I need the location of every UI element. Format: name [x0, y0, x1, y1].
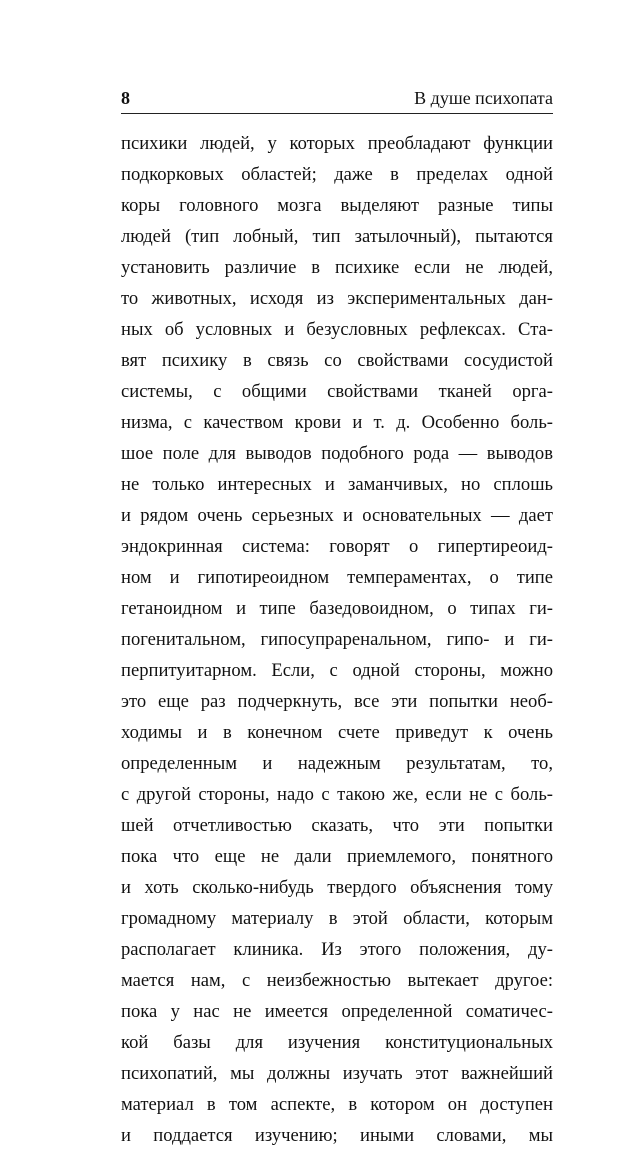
text-line: материал в том аспекте, в котором он доступен	[121, 1094, 553, 1115]
text-line: пока у нас не имеется определенной соматичес-	[121, 1001, 553, 1022]
text-line: шое поле для выводов подобного рода — выводов	[121, 443, 553, 464]
text-line: психопатий, мы должны изучать этот важнейший	[121, 1063, 553, 1084]
text-line: кой базы для изучения конституциональных	[121, 1032, 553, 1053]
body-text	[121, 128, 553, 1151]
text-line: определенным и надежным результатам, то,	[121, 753, 553, 774]
header-rule	[121, 113, 553, 114]
text-line: вят психику в связь со свойствами сосудистой	[121, 350, 553, 371]
text-line: ном и гипотиреоидном темпераментах, о типе	[121, 567, 553, 588]
text-line: эндокринная система: говорят о гипертиреоид-	[121, 536, 553, 557]
text-line: с другой стороны, надо с такою же, если не с боль-	[121, 784, 553, 805]
text-line: не только интересных и заманчивых, но сплошь	[121, 474, 553, 495]
text-line: психики людей, у которых преобладают функции	[121, 133, 553, 154]
text-line: шей отчетливостью сказать, что эти попытки	[121, 815, 553, 836]
running-title: В душе психопата	[414, 88, 553, 108]
text-line: пока что еще не дали приемлемого, понятного	[121, 846, 553, 867]
text-line: это еще раз подчеркнуть, все эти попытки необ-	[121, 691, 553, 712]
page-header	[121, 86, 553, 112]
text-line: погенитальном, гипосупраренальном, гипо- и ги-	[121, 629, 553, 650]
text-line: низма, с качеством крови и т. д. Особенно боль-	[121, 412, 553, 433]
text-line: людей (тип лобный, тип затылочный), пытаются	[121, 226, 553, 247]
text-line: располагает клиника. Из этого положения, ду-	[121, 939, 553, 960]
text-line: то животных, исходя из экспериментальных дан-	[121, 288, 553, 309]
text-line: коры головного мозга выделяют разные типы	[121, 195, 553, 216]
text-line: ходимы и в конечном счете приведут к очень	[121, 722, 553, 743]
text-line: ных об условных и безусловных рефлексах. Ста-	[121, 319, 553, 340]
text-line: и поддается изучению; иными словами, мы	[121, 1125, 553, 1146]
text-line: подкорковых областей; даже в пределах одной	[121, 164, 553, 185]
text-line: гетаноидном и типе базедовоидном, о типах ги-	[121, 598, 553, 619]
text-line: и хоть сколько-нибудь твердого объяснения тому	[121, 877, 553, 898]
text-line: перпитуитарном. Если, с одной стороны, можно	[121, 660, 553, 681]
text-line: громадному материалу в этой области, которым	[121, 908, 553, 929]
text-line: системы, с общими свойствами тканей орга-	[121, 381, 553, 402]
page-number: 8	[121, 88, 130, 108]
text-line: мается нам, с неизбежностью вытекает другое:	[121, 970, 553, 991]
text-line: и рядом очень серьезных и основательных — дает	[121, 505, 553, 526]
text-line: установить различие в психике если не людей,	[121, 257, 553, 278]
